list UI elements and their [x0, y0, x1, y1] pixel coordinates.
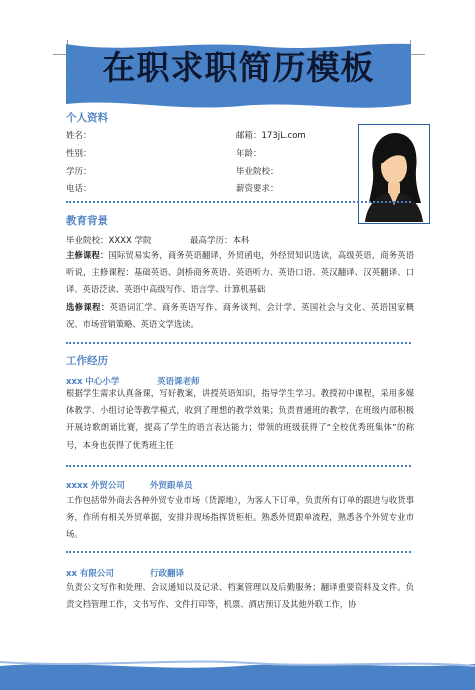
job-description: 工作包括带外商去各种外贸专业市场（货源地），为客人下订单，负责所有订单的跟进与收货事务，作所有相关外贸单据，安排并现场指挥货柜柜。熟悉外贸跟单流程，熟悉各个外贸专业市场。: [66, 495, 414, 540]
job-company: xx 有限公司: [66, 569, 114, 579]
section-title-personal: 个人资料: [66, 112, 108, 124]
section-divider: [66, 551, 411, 553]
field-phone: 电话：: [66, 184, 92, 194]
paragraph-mark: .: [66, 61, 69, 69]
field-email: 邮箱：173jL.com: [236, 131, 306, 141]
field-salary: 薪资要求：: [236, 184, 279, 194]
resume-title: 在职求职简历模板: [102, 48, 375, 87]
page-corner-mark-top-right: [410, 40, 425, 55]
footer-wave: [0, 660, 475, 690]
job-description: 根据学生需求认真备课，写好教案，讲授英语知识，指导学生学习。教授初中课程，采用多媒体教学、小组讨论等教学模式，收到了理想的教学效果；负责普通班的教学，在班级内部积极开展诗歌朗诵比赛，提高了学生的语言表达能力；带领的班级获得了“全校优秀班集体”的称号，本身也获得了优秀班主任: [66, 388, 414, 450]
main-courses-text: 国际贸易实务，商务英语翻译，外贸函电，外经贸知识选读，高级英语，商务英语听说，主修课程：基础英语、剑桥商务英语、英语听力、英语口语、英汉翻译、汉英翻译、口译、英语泛读、英语中高级写作、语言学、计算机基础: [66, 250, 414, 295]
section-title-work: 工作经历: [66, 355, 108, 367]
paragraph-mark: .: [66, 97, 69, 105]
job-company: xxxx 外贸公司: [66, 481, 125, 491]
section-divider: [66, 342, 411, 344]
job-position: 英语课老师: [157, 377, 200, 387]
job-company: xxx 中心小学: [66, 377, 120, 387]
job-description: 负责公文写作和处理、会议通知以及记录、档案管理以及后勤服务；翻译重要资料及文件。负责文档管理工作，文书写作、文件打印等，机票、酒店预订及其他外联工作，协: [66, 582, 414, 610]
field-name: 姓名：: [66, 131, 92, 141]
section-divider: [66, 201, 411, 203]
field-gender: 性别：: [66, 149, 92, 159]
education-courses: [66, 247, 414, 333]
field-education: 学历：: [66, 167, 92, 177]
avatar-icon: [359, 125, 428, 222]
job-position: 外贸跟单员: [150, 481, 193, 491]
education-degree: 最高学历：本科: [190, 236, 250, 246]
section-divider: [66, 465, 411, 467]
profile-photo: [358, 124, 430, 224]
paragraph-mark: .: [66, 78, 69, 86]
job-position: 行政翻译: [150, 569, 185, 579]
section-title-education: 教育背景: [66, 215, 108, 227]
elective-courses-text: 英语词汇学、商务英语写作、商务谈判、会计学、英国社会与文化、英语国家概况、市场营销策略、英语文学选读。: [66, 301, 414, 329]
elective-courses-label: 选修课程：: [66, 301, 110, 312]
main-courses-label: 主修课程：: [66, 250, 109, 260]
field-school: 毕业院校：: [236, 167, 279, 177]
education-school: 毕业院校：XXXX 学院: [66, 236, 152, 246]
field-age: 年龄：: [236, 149, 262, 159]
